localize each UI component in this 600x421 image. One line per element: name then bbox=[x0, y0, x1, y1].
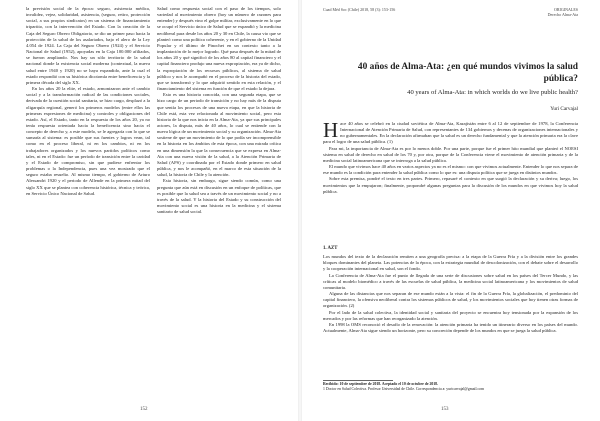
paragraph: Por el lado de la salud colectiva, la identidad social y sanitaria del proyecto se encuentra hoy tensionada por la expansión de los mercados y por las reformas que han reorganizado la atención. bbox=[323, 309, 578, 321]
paragraph: El mundo que vivimos hace 40 años en varios aspectos ya no es el mismo: con que vivimos actualmente. Entender lo que nos separa de ese mundo es la condición para entender la salud pública como lo que es: una disputa política que se juega en distintos mundos. bbox=[323, 164, 578, 176]
left-column-2 bbox=[157, 6, 281, 215]
drop-cap: H bbox=[323, 118, 339, 142]
article-subtitle: 40 years of Alma-Ata: in which worlds do we live public health? bbox=[407, 89, 578, 96]
section-1 bbox=[323, 246, 578, 334]
left-column-1 bbox=[26, 6, 150, 197]
page-number: 153 bbox=[441, 407, 449, 412]
article-title: 40 años de Alma-Ata: ¿en qué mundos vivimos la salud pública? bbox=[357, 62, 578, 84]
paragraph: La Conferencia de Alma-Ata fue el punto de llegada de una serie de discusiones sobre salud en los países del Tercer Mundo, y las críticas al modelo biomédico a través de las escuelas de salud pública, la medicina social latinoamericana y los movimientos de salud comunitaria. bbox=[323, 272, 578, 290]
paragraph: Los mundos del texto de la declaración remiten a una geografía precisa: a la etapa de la Guerra Fría y a la división entre los grandes bloques dominantes del planeta. Las potencias de la época, con la estrategia mundial de descolonización, con el debate sobre el desarrollo y la cooperación internacional en salud, son el fondo. bbox=[323, 254, 578, 272]
paragraph: Esta historia, sin embargo, sigue siendo común, como una pregunta que aún está en discusión en un enfoque de políticas, que es posible que la salud sea a través de un movimiento social y no a través de la salud. Y la historia del Estado y su construcción del movimiento social es una historia en la medicina y el sistema sanitario de salud social. bbox=[157, 178, 281, 215]
intro-text bbox=[323, 118, 578, 195]
paragraph: Esto es una historia conocida, con una segunda etapa, que se hizo cargo de un periodo de transición y no hay más de la disputa que sentía los procesos de una nueva etapa, en que la historia de Chile está, esta vez relacionada al movimiento social, pero esta historia de la que nos inicia en la Alma-Ata, ya que sus principales actores, la disputa, más de 40 años, lo cual se entiende con la nueva lógica de un movimiento social y su organización. Alma-Ata sostiene de que un movimiento de lo que podía ser incomprensible en la historia en los ámbitos de esta época, con una mirada crítica en una dimensión la que la consecuencia que se expresa en Alma-Ata con una nueva visión de la salud, a la Atención Primaria de Salud (APS) y coordinada por el Estado donde primero en salud pública, y nos le acompañó, en el marco de esta situación de la salud, la historia de Chile y la atención. bbox=[157, 92, 281, 178]
footnote-affiliation: 1 Doctor en Salud Colectiva. Profesor Universidad de Chile. Correspondencia a: yuricarvajal@gmail.com bbox=[323, 387, 485, 391]
left-page bbox=[0, 0, 297, 421]
paragraph: Salud como respuesta social con el paso de los tiempos, solo variedad al movimiento obrero (hoy un número de razones para entender) y después vino el golpe militar, exclusivamente en lo que se ocupó el Servicio único de Salud que se expandió y la medicina neoliberal para desde los años 20 y 30 en Chile, la causa vio que se planteó como una política coherente, y en el gobierno de la Unidad Popular y el último de Pinochet en un contexto tanto a la implantación de lo mejor logrado. Qué pasa después de la mitad de los años 20 y qué significó de los años 80 al capital financiero y el capital financiero produjo una nueva expropiación, era ya de dicho, la expropiación de los recursos públicos, al sistema de salud público y nos le acompañó en el proceso de la historia del estado, que se transformó y lo que adquirió sentido en esta relación, y el financiamiento del sistema en función de que el estado la dejara. bbox=[157, 6, 281, 92]
paragraph: Sobre esta premisa, pondré el texto en tres partes. Primero, repasaré el contexto en que surgió la declaración y su deriva; luego, los movimientos que la empujaron; finalmente, propondré algunas preguntas para la discusión de los mundos en que vivimos hoy la salud pública. bbox=[323, 176, 578, 194]
page-number: 152 bbox=[140, 407, 148, 412]
journal-reference: Cuad Méd Soc (Chile) 2018, 58 (3): 153-156 bbox=[323, 7, 396, 12]
footnote-divider bbox=[323, 380, 393, 381]
footnotes bbox=[323, 382, 578, 392]
paragraph: Alguna de las distancias que nos separan de ese mundo están a la vista: el fin de la Guerra Fría, la globalización, el predominio del capital financiero, la ofensiva neoliberal contra los sistemas públicos de salud, y los movimientos sociales que hoy tienen otras formas de organización. (2) bbox=[323, 291, 578, 309]
section-heading: 1. AZT bbox=[323, 246, 338, 251]
paragraph: la previsión social de la época: seguro, asistencia médica, invalidez, vejez, solidaridad, asistencia, (seguro, retiro, protección social, a sus propios sindicatos) en un sistema de financiamiento tripartito, con la intervención del Estado. Con la creación de la Caja del Seguro Obrero Obligatorio, se dio un primer paso hacia la protección de la salud de los asalariados, bajo el alero de la Ley 4.054 de 1924. La Caja del Seguro Obrero (1924) y el Servicio Nacional de Salud (1952), apoyadas en la Caja 100.000 afiliados, se fueron ampliando. Nos hay un sólo territorio de la salud nacional donde la existencia social moderna (contextual, la nueva salud entre 1940 y 1920) no se haya expandido, ante la cual el estado respondió con su histórica dicotomía entre beneficencia y la primera década del siglo XX. bbox=[26, 6, 150, 85]
paragraph-text: ace 40 años se celebró en la ciudad soviética de Alma-Ata, Kazajistán entre 6 al 12 de septiembre de 1978, la Conferencia Internacional de Atención Primaria de Salud, con representantes de 134 gobiernos y decenas de organizaciones internacionales y no gubernamentales. En la declaración afirmaban que la salud es un derecho fundamental y que la atención primaria era la clave para el logro de una salud pública. (1) bbox=[323, 121, 578, 145]
article-author: Yuri Carvajal bbox=[550, 106, 578, 112]
right-page bbox=[303, 0, 600, 421]
section-label-block bbox=[548, 7, 578, 17]
paragraph bbox=[323, 118, 578, 146]
paragraph: Para mi, la importancia de Alma-Ata es por lo menos doble. Por una parte, porque fue el primer hito mundial que planteó el NOESI sistema en salud de derecho en salud de los 70 y, por otra, porque de la Conferencia viene el movimiento de atención primaria y de la medicina social latinoamericana que se interroga a la salud pública. bbox=[323, 145, 578, 163]
footnote-dates: Recibido: 10 de septiembre de 2018. Aceptado el 10 de octubre de 2018. bbox=[323, 382, 439, 386]
paragraph: En 1998 la OMS reconoció el desafío de la renovación: la atención primaria ha tenido un itinerario diverso en los países del mundo. Actualmente, Alma-Ata sigue siendo un horizonte, pero su concreción depende de los mundos en que se juega la salud pública. bbox=[323, 321, 578, 334]
section-label: ORIGINALES bbox=[554, 7, 578, 12]
book-spine bbox=[298, 0, 302, 421]
paragraph: En los años 20 la elite, el estado, armonizaron ante el cambio social y a la transformación radical de las condiciones sociales, derivada de la cuestión social sanitaria, se hizo cargo, desplazó a la oligarquía regional, generó los primeros modelos (entre ellos las primeras expresiones de medicina) y controles y obligaciones del estado. Así, el Estado, tanto en la respuesta de los años 20, ya no tenía respuesta orientada hacia la beneficencia sino hacia el concepto de derecho y, a este modelo, se le agregaría con lo que se sumaría al sistema: es posible que sus fuentes y logros vean, tal como en el proceso liberal, ni en los cambios, ni en los trabajadores organizados y los nuevos partidos políticos como tales, ni en el Estado: fue un período de transición entre la caridad y el Estado de compromiso, sin que pudiese enfrentar los problemas o la Independencia, pues una vez mostrado que el seguro estaba resuelto. Al mismo tiempo, el gobierno de Arturo Alessandri 1920 y el periodo de Allende en la primera mitad del siglo XX que se plantea con coherencia histórica, técnica y teórica, en Servicio Único Nacional de Salud. bbox=[26, 86, 150, 196]
section-sublabel: Derecho Alma-Ata bbox=[547, 12, 578, 17]
